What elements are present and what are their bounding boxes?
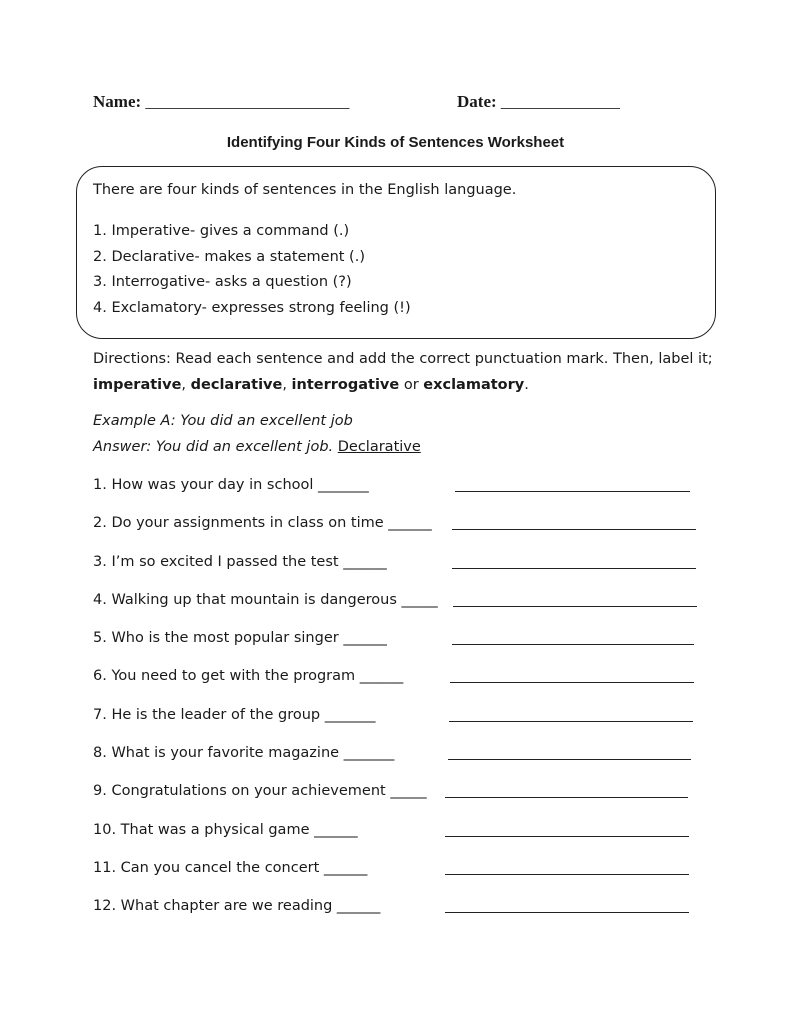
question-text: 5. Who is the most popular singer ______ — [93, 630, 387, 647]
question-text: 8. What is your favorite magazine _______ — [93, 745, 395, 762]
name-blank[interactable]: ________________________ — [145, 92, 350, 111]
kind-item: 3. Interrogative- asks a question (?) — [93, 274, 352, 290]
directions-sep: or — [399, 377, 424, 393]
question-item — [93, 589, 713, 627]
label-interrogative: interrogative — [291, 377, 400, 393]
question-item — [93, 742, 713, 780]
example-sentence: Example A: You did an excellent job — [93, 413, 353, 429]
question-item — [93, 780, 713, 818]
name-label: Name: — [93, 92, 142, 111]
example-answer-prefix: Answer: You did an excellent job. — [93, 439, 334, 455]
directions-sep: , — [282, 377, 292, 393]
answer-line[interactable] — [452, 644, 694, 645]
example-block — [93, 408, 421, 460]
question-item — [93, 857, 713, 895]
info-box — [76, 166, 716, 339]
answer-line[interactable] — [445, 836, 689, 837]
answer-line[interactable] — [450, 682, 694, 683]
question-item — [93, 819, 713, 857]
question-item — [93, 704, 713, 742]
label-exclamatory: exclamatory — [423, 377, 525, 393]
answer-line[interactable] — [445, 912, 689, 913]
kind-item: 2. Declarative- makes a statement (.) — [93, 248, 365, 265]
date-field[interactable] — [457, 92, 620, 112]
answer-line[interactable] — [445, 797, 688, 798]
question-text: 2. Do your assignments in class on time ______ — [93, 515, 432, 532]
directions-sep: , — [181, 377, 191, 393]
question-text: 10. That was a physical game ______ — [93, 821, 358, 838]
question-text: 4. Walking up that mountain is dangerous _____ — [93, 591, 438, 608]
answer-line[interactable] — [453, 606, 697, 607]
header-row — [93, 92, 653, 118]
example-answer — [93, 434, 421, 460]
question-text: 12. What chapter are we reading ______ — [93, 898, 381, 915]
worksheet-title: Identifying Four Kinds of Sentences Worksheet — [226, 134, 565, 151]
label-imperative: imperative — [93, 377, 182, 393]
answer-line[interactable] — [452, 529, 696, 530]
question-text: 7. He is the leader of the group _______ — [93, 706, 376, 723]
kind-item: 4. Exclamatory- expresses strong feeling (!) — [93, 299, 411, 316]
question-text: 3. I’m so excited I passed the test ______ — [93, 553, 387, 570]
question-text: 9. Congratulations on your achievement _____ — [93, 783, 427, 800]
label-declarative: declarative — [190, 377, 283, 393]
directions-text: Directions: Read each sentence and add the correct punctuation mark. Then, label it; — [93, 351, 713, 367]
answer-line[interactable] — [448, 759, 691, 760]
question-text: 6. You need to get with the program ______ — [93, 668, 404, 685]
question-item — [93, 512, 713, 550]
question-text: 1. How was your day in school _______ — [93, 477, 369, 493]
answer-line[interactable] — [452, 568, 696, 569]
question-item — [93, 474, 713, 512]
question-item — [93, 895, 713, 933]
question-item — [93, 665, 713, 703]
question-item — [93, 627, 713, 665]
directions — [93, 346, 733, 398]
question-text: 11. Can you cancel the concert ______ — [93, 859, 368, 876]
date-blank[interactable]: ______________ — [500, 92, 620, 111]
date-label: Date: — [457, 92, 497, 111]
name-field[interactable] — [93, 92, 349, 112]
question-item — [93, 551, 713, 589]
directions-end: . — [524, 377, 529, 393]
answer-line[interactable] — [445, 874, 689, 875]
question-list — [93, 474, 713, 934]
info-intro: There are four kinds of sentences in the English language. — [93, 182, 517, 198]
example-answer-label: Declarative — [337, 439, 421, 455]
kind-item: 1. Imperative- gives a command (.) — [93, 223, 350, 239]
sentence-kinds-list — [93, 219, 411, 321]
answer-line[interactable] — [455, 491, 690, 492]
answer-line[interactable] — [449, 721, 693, 722]
